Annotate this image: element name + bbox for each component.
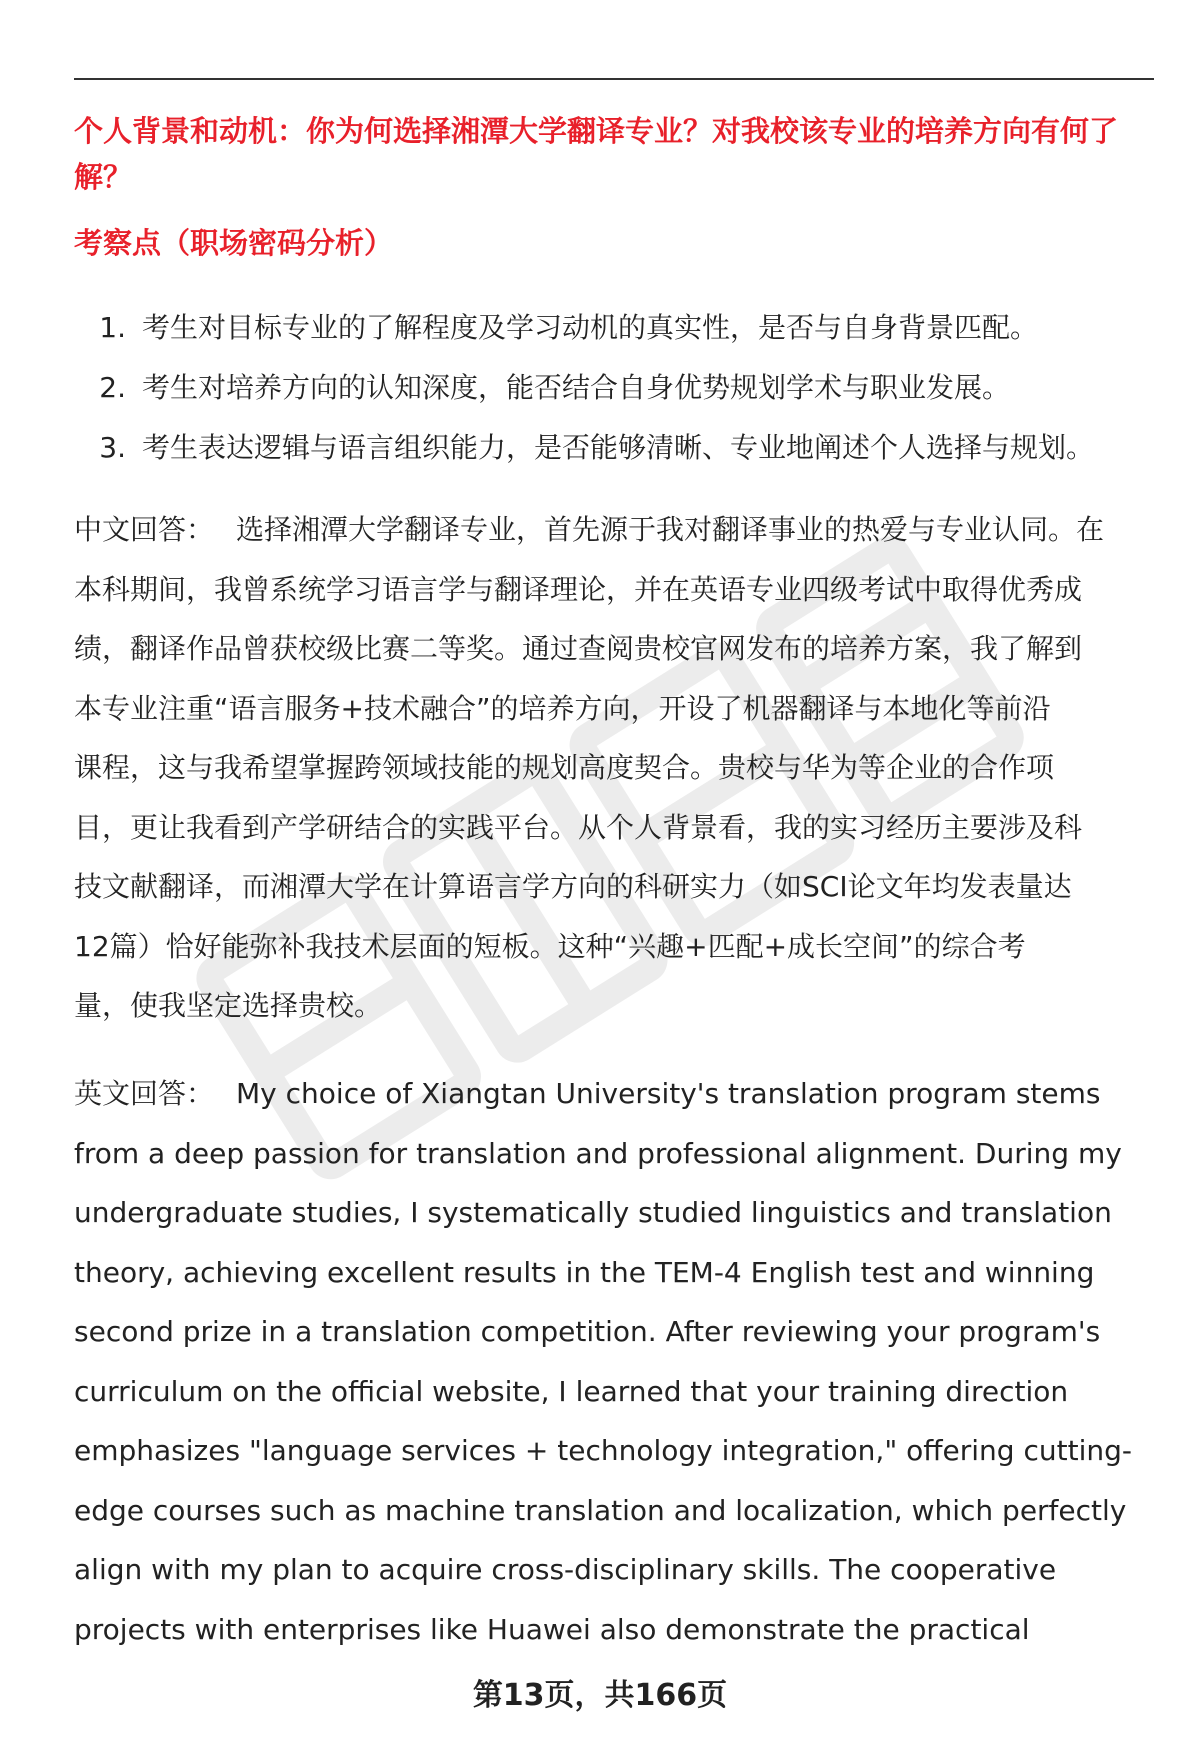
list-item-number: 3. xyxy=(99,431,126,464)
answer-line: theory, achieving excellent results in the TEM-4 English test and winning xyxy=(74,1255,1095,1289)
answer-line: from a deep passion for translation and professional alignment. During my xyxy=(74,1136,1122,1170)
answer-line: emphasizes "language services + technology integration," offering cutting- xyxy=(74,1434,1132,1467)
question-line: 个人背景和动机：你为何选择湘潭大学翻译专业？对我校该专业的培养方向有何了 xyxy=(74,114,1119,148)
answer-label: 中文回答： xyxy=(74,513,215,546)
top-divider xyxy=(74,78,1154,80)
list-item xyxy=(74,418,1164,478)
answer-line: align with my plan to acquire cross-disciplinary skills. The cooperative xyxy=(74,1553,1057,1586)
answer-line: 绩，翻译作品曾获校级比赛二等奖。通过查阅贵校官网发布的培养方案，我了解到 xyxy=(74,632,1083,665)
answer-line: curriculum on the official website, I learned that your training direction xyxy=(74,1374,1069,1408)
list-item-number: 1. xyxy=(99,311,126,344)
page-number-footer: 第13页，共166页 xyxy=(472,1678,728,1713)
answer-label: 英文回答： xyxy=(74,1077,215,1110)
list-item xyxy=(74,298,1164,358)
list-item-number: 2. xyxy=(99,371,126,404)
list-item xyxy=(74,358,1164,418)
list-item-text: 考生对目标专业的了解程度及学习动机的真实性，是否与自身背景匹配。 xyxy=(142,311,1039,344)
question-heading xyxy=(74,108,1154,200)
answer-line: 量，使我坚定选择贵校。 xyxy=(74,989,383,1022)
answer-line: 本科期间，我曾系统学习语言学与翻译理论，并在英语专业四级考试中取得优秀成 xyxy=(74,572,1083,606)
answer-line: 技文献翻译，而湘潭大学在计算语言学方向的科研实力（如SCI论文年均发表量达 xyxy=(74,870,1072,903)
question-line: 解？ xyxy=(74,160,133,194)
answer-line: 本专业注重“语言服务+技术融合”的培养方向，开设了机器翻译与本地化等前沿 xyxy=(74,691,1051,725)
answer-line: projects with enterprises like Huawei also demonstrate the practical xyxy=(74,1612,1030,1646)
answer-line: undergraduate studies, I systematically studied linguistics and translation xyxy=(74,1196,1112,1229)
answer-text: 选择湘潭大学翻译专业，首先源于我对翻译事业的热爱与专业认同。在 xyxy=(236,513,1105,546)
answer-line: edge courses such as machine translation and localization, which perfectly xyxy=(74,1493,1127,1527)
list-item-text: 考生表达逻辑与语言组织能力，是否能够清晰、专业地阐述个人选择与规划。 xyxy=(142,431,1095,464)
english-answer xyxy=(74,1064,1164,1659)
assessment-points-list xyxy=(74,298,1164,478)
section-title: 考察点（职场密码分析） xyxy=(74,226,394,260)
answer-line: 目，更让我看到产学研结合的实践平台。从个人背景看，我的实习经历主要涉及科 xyxy=(74,810,1083,844)
answer-line xyxy=(74,500,1164,560)
list-item-text: 考生对培养方向的认知深度，能否结合自身优势规划学术与职业发展。 xyxy=(142,371,1011,404)
answer-line: 课程，这与我希望掌握跨领域技能的规划高度契合。贵校与华为等企业的合作项 xyxy=(74,751,1055,784)
answer-line: 12篇）恰好能弥补我技术层面的短板。这种“兴趣+匹配+成长空间”的综合考 xyxy=(74,929,1026,963)
answer-text: My choice of Xiangtan University's translation program stems xyxy=(236,1077,1101,1110)
answer-line xyxy=(74,1064,1164,1124)
chinese-answer xyxy=(74,500,1164,1036)
answer-line: second prize in a translation competition. After reviewing your program's xyxy=(74,1315,1101,1348)
